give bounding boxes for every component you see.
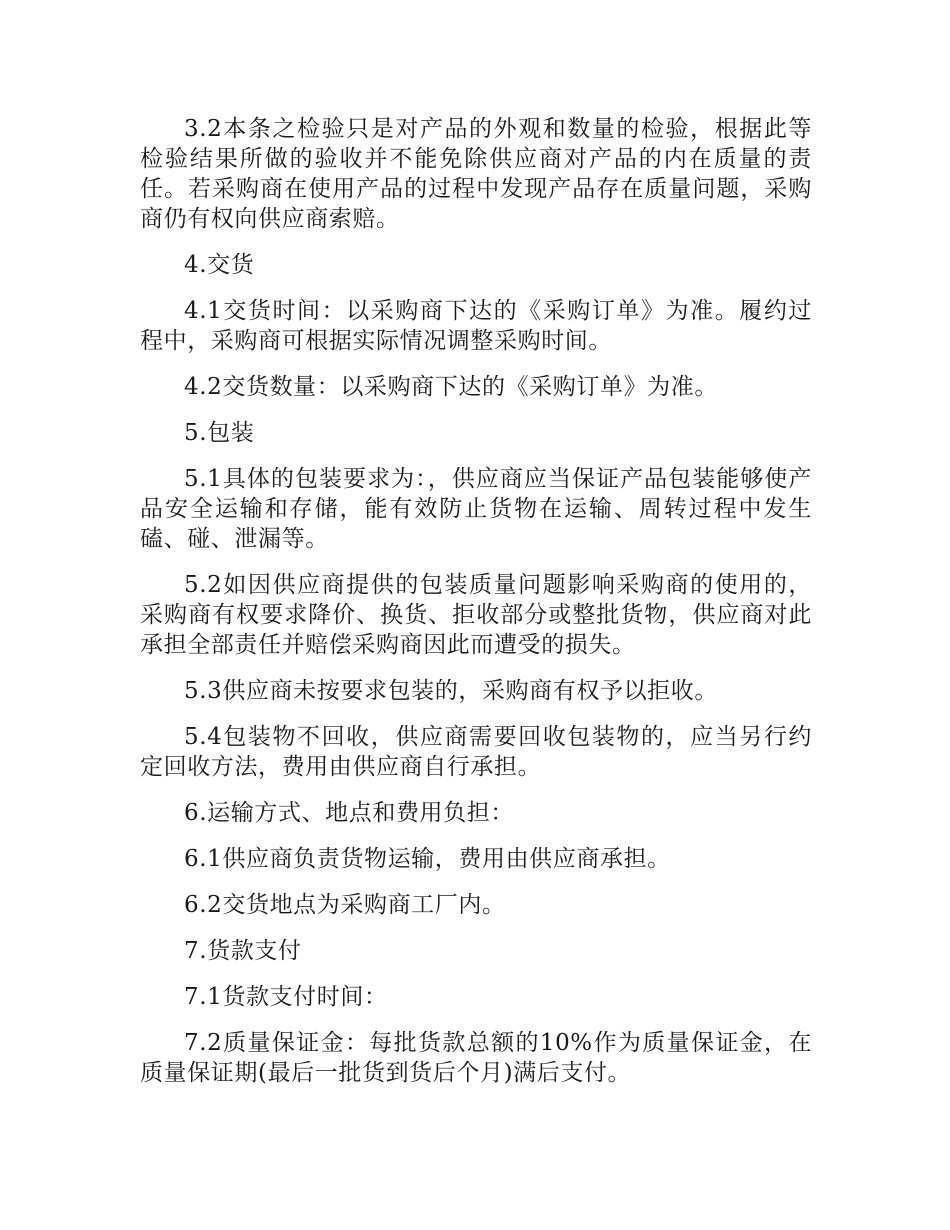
- heading-5-packaging: 5.包装: [184, 420, 255, 446]
- paragraph-5-3-packaging-rejection: 5.3供应商未按要求包装的，采购商有权予以拒收。: [184, 678, 718, 704]
- paragraph-4-2-delivery-quantity: 4.2交货数量：以采购商下达的《采购订单》为准。: [184, 374, 718, 400]
- paragraph-7-1-payment-time: 7.1货款支付时间：: [184, 984, 388, 1010]
- document-page: [140, 114, 812, 1104]
- paragraph-6-2-delivery-location: 6.2交货地点为采购商工厂内。: [184, 892, 506, 918]
- heading-7-payment: 7.货款支付: [184, 938, 302, 964]
- paragraph-4-1-delivery-time: 4.1交货时间：以采购商下达的《采购订单》为准。履约过程中，采购商可根据实际情况调整采购时间。: [140, 298, 812, 354]
- paragraph-5-2-packaging-liability: 5.2如因供应商提供的包装质量问题影响采购商的使用的，采购商有权要求降价、换货、拒收部分或整批货物，供应商对此承担全部责任并赔偿采购商因此而遭受的损失。: [140, 572, 812, 658]
- paragraph-5-1-packaging-requirements: 5.1具体的包装要求为：，供应商应当保证产品包装能够使产品安全运输和存储，能有效防止货物在运输、周转过程中发生磕、碰、泄漏等。: [140, 466, 812, 552]
- paragraph-5-4-packaging-recovery: 5.4包装物不回收，供应商需要回收包装物的，应当另行约定回收方法，费用由供应商自行承担。: [140, 724, 812, 780]
- heading-6-transport: 6.运输方式、地点和费用负担：: [184, 800, 514, 826]
- paragraph-6-1-transport-cost: 6.1供应商负责货物运输，费用由供应商承担。: [184, 846, 671, 872]
- paragraph-3-2-inspection: 3.2本条之检验只是对产品的外观和数量的检验，根据此等检验结果所做的验收并不能免除供应商对产品的内在质量的责任。若采购商在使用产品的过程中发现产品存在质量问题，采购商仍有权向供应商索赔。: [140, 116, 812, 232]
- heading-4-delivery: 4.交货: [184, 252, 255, 278]
- paragraph-7-2-quality-deposit: 7.2质量保证金：每批货款总额的10%作为质量保证金，在质量保证期(最后一批货到货后个月)满后支付。: [140, 1030, 812, 1086]
